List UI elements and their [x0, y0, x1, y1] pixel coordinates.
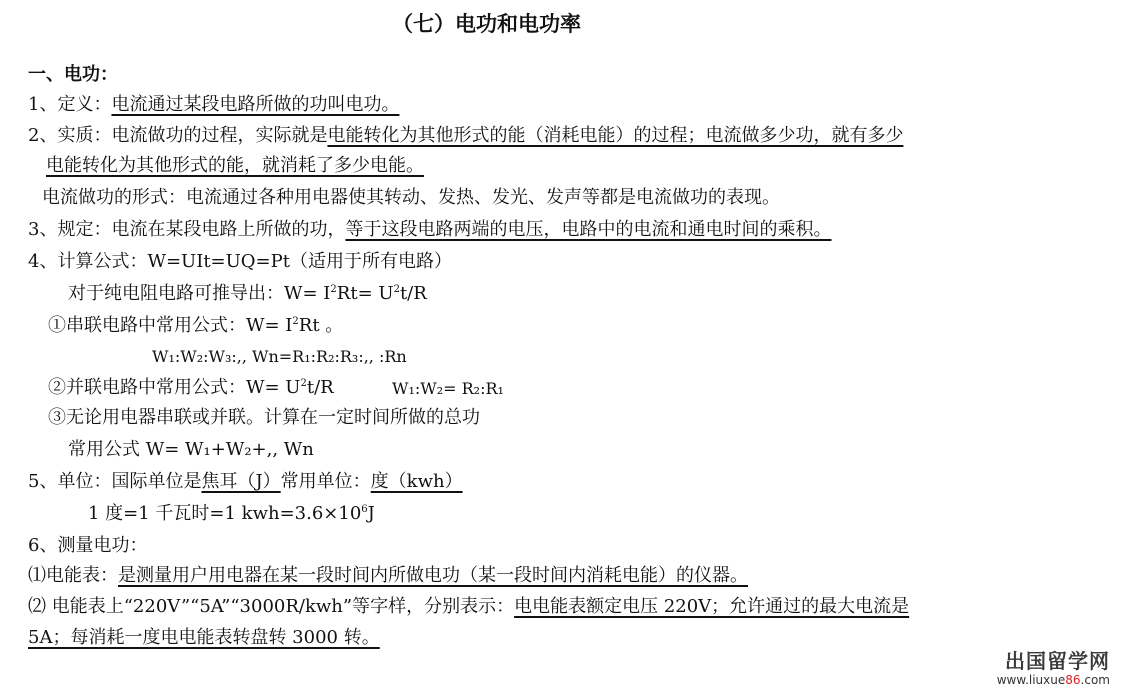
watermark-url	[997, 673, 1110, 687]
watermark-url-c: .com	[1080, 673, 1110, 687]
meter-label-prefix: ⑵ 电能表上“220V”“5A”“3000R/kwh”等字样，分别表示：	[28, 596, 515, 617]
total-work-line: ③无论用电器串联或并联。计算在一定时间所做的总功	[48, 407, 480, 428]
unit-si: 焦耳（J）	[201, 471, 281, 492]
pure-end: t/R	[399, 283, 427, 304]
pure-prefix: 对于纯电阻电路可推导出：W= I	[68, 283, 331, 304]
pure-mid: Rt= U	[336, 283, 394, 304]
rule-line	[28, 218, 831, 242]
superscript: 2	[292, 316, 299, 327]
watermark-logo	[997, 649, 1110, 687]
superscript: 2	[393, 284, 400, 295]
meter-line	[28, 564, 748, 588]
exponent: 6	[361, 504, 368, 515]
rule-prefix: 3、规定：电流在某段电路上所做的功，	[28, 219, 346, 240]
nature-text: 电能转化为其他形式的能（消耗电能）的过程；电流做多少功，就有多少	[327, 125, 904, 146]
parallel-ratio: W₁:W₂= R₂:R₁	[392, 379, 504, 398]
watermark-brand: 出国留学网	[1005, 649, 1110, 673]
meter-prefix: ⑴电能表：	[28, 565, 118, 586]
meter-label-continuation: 5A；每消耗一度电电能表转盘转 3000 转。	[28, 627, 380, 648]
measure-heading: 6、测量电功：	[28, 535, 148, 556]
formula-line: 4、计算公式：W=UIt=UQ=Pt（适用于所有电路）	[28, 251, 452, 272]
nature-line	[28, 124, 903, 148]
parallel-mid: t/R	[306, 377, 334, 398]
conversion-line	[88, 502, 375, 526]
superscript: 2	[330, 284, 337, 295]
meter-label-text: 电电能表额定电压 220V；允许通过的最大电流是	[514, 596, 910, 617]
parallel-formula-line	[48, 376, 334, 400]
unit-mid: 常用单位：	[280, 471, 371, 492]
unit-prefix: 5、单位：国际单位是	[28, 471, 202, 492]
unit-line	[28, 470, 463, 494]
page-title: （七）电功和电功率	[392, 11, 581, 36]
total-formula-line: 常用公式 W= W₁+W₂+,, Wn	[68, 439, 314, 460]
nature-continuation: 电能转化为其他形式的能，就消耗了多少电能。	[46, 155, 424, 176]
series-formula-line	[48, 314, 343, 338]
watermark-url-b: 86	[1065, 673, 1081, 687]
watermark-url-a: www.liuxue	[996, 673, 1066, 687]
series-prefix: ①串联电路中常用公式：W= I	[48, 315, 293, 336]
meter-label-line	[28, 595, 909, 619]
rule-text: 等于这段电路两端的电压，电路中的电流和通电时间的乘积。	[345, 219, 832, 240]
meter-text: 是测量用户用电器在某一段时间内所做电功（某一段时间内消耗电能）的仪器。	[118, 565, 748, 586]
section-heading: 一、电功：	[28, 64, 118, 85]
definition-text: 电流通过某段电路所做的功叫电功。	[111, 94, 400, 115]
conversion-end: J	[367, 503, 375, 524]
series-end: Rt 。	[298, 315, 344, 336]
series-ratio-line: W₁:W₂:W₃:,, Wn=R₁:R₂:R₃:,, :Rn	[152, 347, 407, 366]
pure-resistor-line	[68, 282, 427, 306]
definition-line	[28, 93, 399, 117]
parallel-prefix: ②并联电路中常用公式：W= U	[48, 377, 301, 398]
forms-line: 电流做功的形式：电流通过各种用电器使其转动、发热、发光、发声等都是电流做功的表现。	[42, 187, 780, 208]
definition-prefix: 1、定义：	[28, 94, 112, 115]
conversion-prefix: 1 度=1 千瓦时=1 kwh=3.6×10	[88, 503, 362, 524]
superscript: 2	[300, 378, 307, 389]
nature-prefix: 2、实质：电流做功的过程，实际就是	[28, 125, 328, 146]
unit-common: 度（kwh）	[370, 471, 463, 492]
